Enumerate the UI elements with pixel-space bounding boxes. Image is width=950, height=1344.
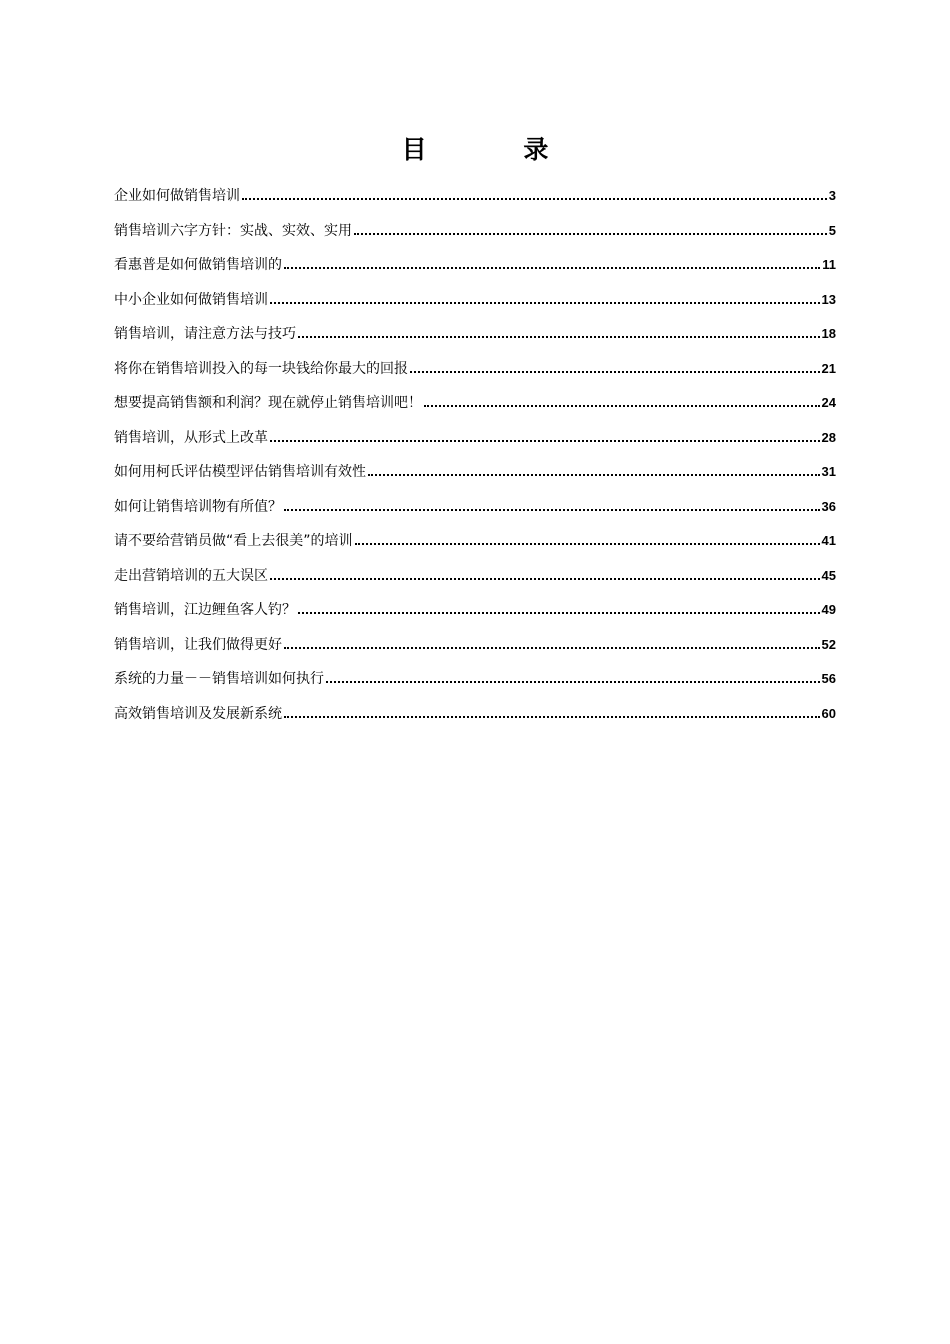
toc-entry-title: 企业如何做销售培训 [114,188,240,204]
toc-entry-title: 系统的力量－－销售培训如何执行 [114,671,324,687]
toc-entry-title: 销售培训，江边鲤鱼客人钓？ [114,602,296,618]
toc-entry[interactable] [114,495,836,530]
dot-leader [284,716,820,718]
toc-entry-page-number: 49 [821,602,836,617]
toc-entry-title: 将你在销售培训投入的每一块钱给你最大的回报 [114,360,408,377]
dot-leader [284,647,820,649]
dot-leader [298,612,820,614]
toc-entry-title: 想要提高销售额和利润？现在就停止销售培训吧！ [114,395,422,411]
dot-leader [270,440,820,442]
dot-leader [270,302,820,304]
toc-entry[interactable] [114,633,836,668]
toc-entry[interactable] [114,598,836,633]
toc-entry[interactable] [114,288,836,323]
toc-entry-title: 中小企业如何做销售培训 [114,291,268,308]
toc-entry[interactable] [114,253,836,288]
dot-leader [242,198,827,200]
dot-leader [270,578,820,580]
toc-entry-title: 高效销售培训及发展新系统 [114,705,282,722]
toc-entry[interactable] [114,357,836,392]
toc-entry-page-number: 31 [821,464,836,479]
toc-entry-page-number: 13 [821,291,836,307]
toc-list [114,184,836,736]
toc-entry-page-number: 3 [828,188,836,203]
toc-entry[interactable] [114,184,836,219]
toc-entry[interactable] [114,564,836,599]
toc-entry[interactable] [114,426,836,461]
toc-entry-page-number: 11 [822,257,836,272]
toc-entry-title: 走出营销培训的五大误区 [114,567,268,584]
toc-entry[interactable] [114,667,836,702]
toc-entry-title: 销售培训，请注意方法与技巧 [114,326,296,342]
toc-entry[interactable] [114,702,836,737]
dot-leader [424,405,820,407]
toc-entry-title: 销售培训，从形式上改革 [114,429,268,446]
toc-entry-title: 销售培训，让我们做得更好 [114,636,282,653]
toc-entry-page-number: 36 [821,498,836,514]
dot-leader [326,681,820,683]
toc-entry-title: 请不要给营销员做“看上去很美”的培训 [114,533,353,549]
toc-entry-page-number: 18 [821,326,836,341]
toc-entry[interactable] [114,219,836,254]
toc-entry-title: 如何用柯氏评估模型评估销售培训有效性 [114,464,366,480]
toc-entry-page-number: 28 [821,429,836,445]
dot-leader [410,371,820,373]
toc-entry[interactable] [114,322,836,357]
toc-entry[interactable] [114,529,836,564]
dot-leader [368,474,820,476]
toc-entry-page-number: 24 [821,395,836,410]
toc-entry-page-number: 60 [821,705,836,721]
toc-entry[interactable] [114,391,836,426]
dot-leader [355,543,820,545]
toc-entry[interactable] [114,460,836,495]
toc-entry-page-number: 52 [821,636,836,652]
dot-leader [284,267,820,269]
toc-heading: 目 录 [401,135,593,164]
dot-leader [298,336,820,338]
toc-entry-page-number: 56 [821,671,836,686]
dot-leader [354,233,827,235]
toc-entry-page-number: 5 [828,222,836,238]
toc-entry-page-number: 45 [821,567,836,583]
toc-entry-page-number: 21 [821,360,836,376]
toc-entry-page-number: 41 [821,533,836,548]
toc-entry-title: 看惠普是如何做销售培训的 [114,257,282,273]
toc-entry-title: 销售培训六字方针：实战、实效、实用 [114,222,352,239]
toc-entry-title: 如何让销售培训物有所值？ [114,498,282,515]
dot-leader [284,509,820,511]
